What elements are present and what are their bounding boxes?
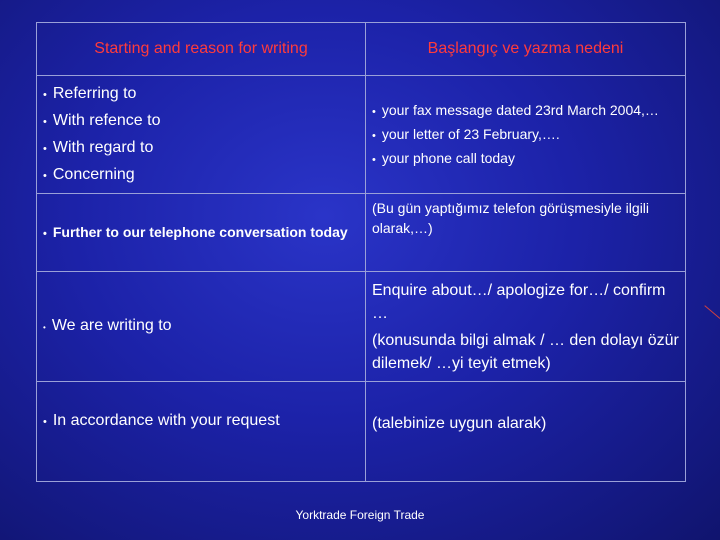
bullet-icon: • <box>43 416 47 428</box>
phrase-table <box>36 22 686 482</box>
row3-right-line2: (konusunda bilgi almak / … den dolayı özür dilemek/ …yi teyit etmek) <box>372 331 679 372</box>
footer-text: Yorktrade Foreign Trade <box>295 508 425 522</box>
table-row <box>37 76 686 194</box>
row2-left-text: • Further to our telephone conversation today <box>43 223 348 240</box>
bullet-icon: • <box>372 129 376 142</box>
table-row <box>37 382 686 482</box>
row3-right-line1: Enquire about…/ apologize for…/ confirm … <box>372 281 666 322</box>
table-row <box>37 272 686 382</box>
header-left: Starting and reason for writing <box>37 23 366 76</box>
bullet-icon: • <box>43 88 47 101</box>
bullet-icon: • <box>43 227 47 240</box>
row4-left-text: • In accordance with your request <box>43 412 280 429</box>
bullet-icon: • <box>43 142 47 155</box>
row4-left-cell <box>37 382 366 482</box>
table-row <box>37 194 686 272</box>
list-item: • your letter of 23 February,…. <box>372 125 560 142</box>
bullet-icon: • <box>372 153 376 166</box>
bullet-icon: • <box>43 322 46 332</box>
list-item: • With regard to <box>43 138 154 156</box>
row4-right-cell <box>366 382 686 482</box>
row1-right-cell <box>366 76 686 194</box>
list-item: • With refence to <box>43 111 161 129</box>
bullet-icon: • <box>372 105 376 118</box>
header-right: Başlangıç ve yazma nedeni <box>366 23 686 76</box>
row1-left-cell <box>37 76 366 194</box>
row3-right-cell <box>366 272 686 382</box>
table-header-row <box>37 23 686 76</box>
bullet-icon: • <box>43 115 47 128</box>
bullet-icon: • <box>43 169 47 182</box>
list-item: • Referring to <box>43 84 137 102</box>
list-item: • your fax message dated 23rd March 2004,… <box>372 101 659 118</box>
row2-left-cell <box>37 194 366 272</box>
row2-right-text: (Bu gün yaptığımız telefon görüşmesiyle ilgili olarak,…) <box>372 200 650 236</box>
row3-left-cell <box>37 272 366 382</box>
list-item: • your phone call today <box>372 149 515 166</box>
row2-right-cell <box>366 194 686 272</box>
row4-right-text: (talebinize uygun alarak) <box>372 415 547 432</box>
list-item: • Concerning <box>43 165 135 183</box>
decorative-line <box>704 305 720 319</box>
row3-left-text: • We are writing to <box>43 316 172 334</box>
